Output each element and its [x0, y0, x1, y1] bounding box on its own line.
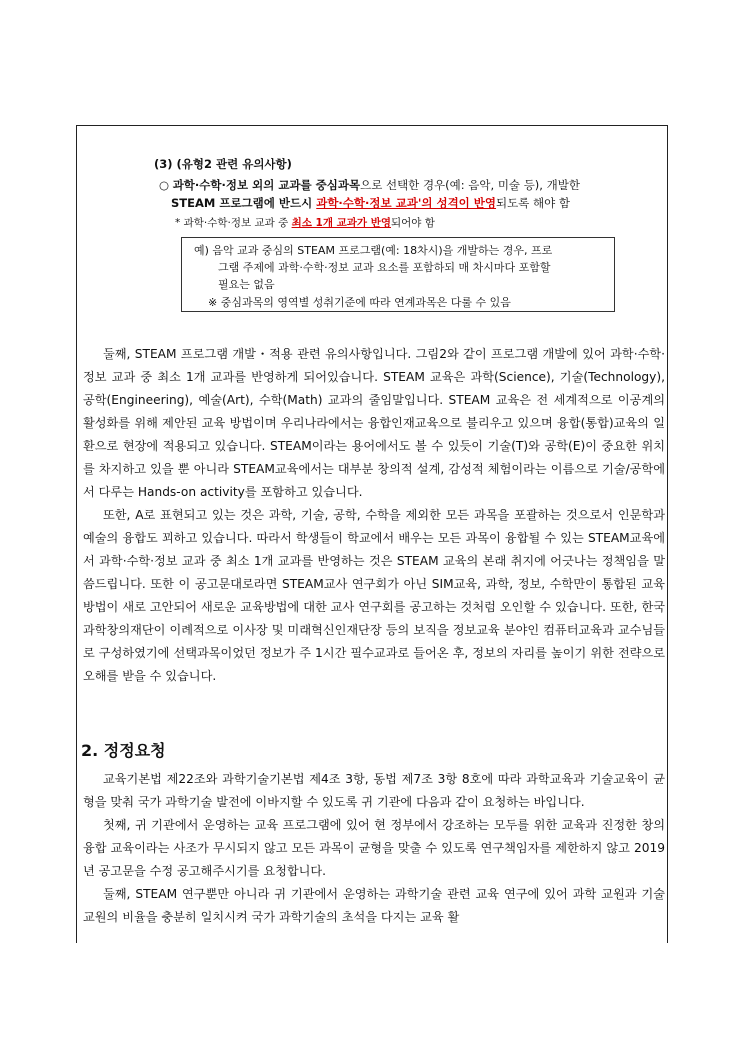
bullet-line-1 — [159, 177, 580, 193]
bullet-marker: ○ — [159, 178, 170, 192]
section2-body — [83, 768, 665, 929]
note-prefix: * 과학·수학·정보 교과 중 — [175, 217, 292, 229]
paragraph: 교육기본법 제22조와 과학기술기본법 제4조 3항, 동법 제7조 3항 8호에 따라 과학교육과 기술교육이 균형을 맞춰 국가 과학기술 발전에 이바지할 수 있도록 귀 기관에 다음과 같이 요청하는 바입니다. — [83, 772, 665, 809]
bullet-bold-text-2: STEAM 프로그램에 반드시 — [171, 196, 317, 210]
bullet-text: 으로 선택한 경우(예: 음악, 미술 등), 개발한 — [360, 178, 580, 192]
example-line: 그램 주제에 과학·수학·정보 교과 요소를 포함하되 매 차시마다 포함할 — [218, 261, 551, 274]
note-red-text: 최소 1개 교과가 반영 — [291, 217, 391, 229]
note-suffix: 되어야 함 — [391, 217, 435, 229]
section3-heading: (3) (유형2 관련 유의사항) — [154, 157, 292, 171]
bullet-text-2: 되도록 해야 함 — [496, 196, 570, 210]
bullet-red-text: 과학·수학·정보 교과'의 성격이 반영 — [316, 196, 497, 210]
note-line — [175, 215, 435, 230]
paragraph: 첫째, 귀 기관에서 운영하는 교육 프로그램에 있어 현 정부에서 강조하는 모두를 위한 교육과 진정한 창의융합 교육이라는 사조가 무시되지 않고 모든 과목이 균형을 맞출 수 있도록 연구책임자를 제한하지 않고 2019년 공고문을 수정 공고해주시기를 요청합니다. — [83, 818, 665, 878]
example-line: 예) 음악 교과 중심의 STEAM 프로그램(예: 18차시)을 개발하는 경우, 프로 — [194, 244, 553, 257]
paragraph: 또한, A로 표현되고 있는 것은 과학, 기술, 공학, 수학을 제외한 모든 과목을 포괄하는 것으로서 인문학과 예술의 융합도 꾀하고 있습니다. 따라서 학생들이 학교에서 배우는 모든 과목이 융합될 수 있는 STEAM교육에서 과학·수학·정보 교과 중 최소 1개 교과를 반영하는 것은 STEAM 교육의 본래 취지에 어긋나는 정책임을 말씀드립니다. 또한 이 공고문대로라면 STEAM교사 연구회가 아닌 SIM교육, 과학, 정보, 수학만이 통합된 교육방법이 새로 고안되어 새로운 교육방법에 대한 교사 연구회를 공고하는 것처럼 오인할 수 있습니다. 또한, 한국과학창의재단이 이례적으로 이사장 및 미래혁신인재단장 등의 보직을 정보교육 분야인 컴퓨터교육과 교수님들로 구성하였기에 선택과목이었던 정보가 주 1시간 필수교과로 들어온 후, 정보의 자리를 높이기 위한 전략으로 오해를 받을 수 있습니다. — [83, 508, 665, 683]
bullet-bold-text: 과학·수학·정보 외의 교과를 중심과목 — [172, 178, 361, 192]
bullet-line-2 — [171, 195, 570, 211]
paragraph: 둘째, STEAM 프로그램 개발・적용 관련 유의사항입니다. 그림2와 같이 프로그램 개발에 있어 과학·수학·정보 교과 중 최소 1개 교과를 반영하게 되어있습니다. STEAM 교육은 과학(Science), 기술(Technology), 공학(Engineering), 예술(Art), 수학(Math) 교과의 줄임말입니다. STEAM 교육은 전 세계적으로 이공계의 활성화를 위해 제안된 교육 방법이며 우리나라에서는 융합인재교육으로 불리우고 있으며 융합(통합)교육의 일환으로 현장에 적용되고 있습니다. STEAM이라는 용어에서도 볼 수 있듯이 기술(T)와 공학(E)이 중요한 위치를 차지하고 있을 뿐 아니라 STEAM교육에서는 대부분 창의적 설계, 감성적 체험이라는 이름으로 기술/공학에서 다루는 Hands-on activity를 포함하고 있습니다. — [83, 347, 665, 499]
example-line: 필요는 없음 — [218, 278, 275, 291]
document-frame — [76, 125, 668, 943]
paragraph: 둘째, STEAM 연구뿐만 아니라 귀 기관에서 운영하는 과학기술 관련 교육 연구에 있어 과학 교원과 기술 교원의 비율을 충분히 일치시켜 국가 과학기술의 초석을 다지는 교육 활 — [83, 887, 665, 924]
section-title: 2. 정정요청 — [81, 741, 166, 760]
example-box — [181, 237, 615, 312]
body-text — [83, 343, 665, 688]
example-line: ※ 중심과목의 영역별 성취기준에 따라 연계과목은 다룰 수 있음 — [208, 296, 511, 309]
